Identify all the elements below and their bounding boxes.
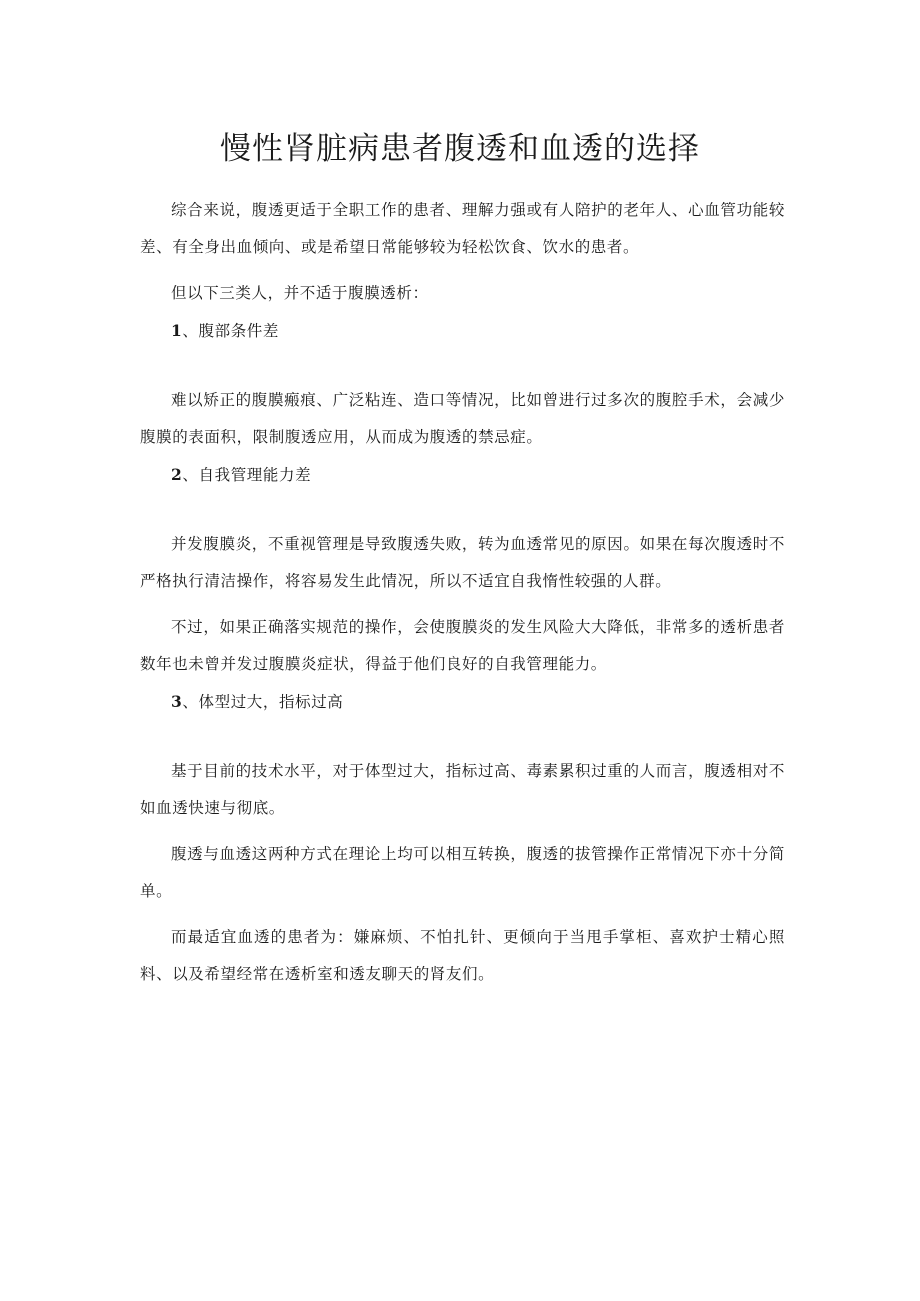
section-heading-text-1: 、腹部条件差 (182, 322, 279, 340)
document-title: 慢性肾脏病患者腹透和血透的选择 (220, 131, 700, 167)
section-2-paragraph-1: 并发腹膜炎，不重视管理是导致腹透失败，转为血透常见的原因。如果在每次腹透时不严格执行清洁操作，将容易发生此情况，所以不适宜自我惰性较强的人群。 (140, 535, 785, 590)
section-heading-text-2: 、自我管理能力差 (182, 466, 312, 484)
document-body (140, 192, 785, 993)
closing-paragraph-1: 腹透与血透这两种方式在理论上均可以相互转换，腹透的拔管操作正常情况下亦十分简单。 (140, 845, 785, 900)
section-heading-text-3: 、体型过大，指标过高 (182, 693, 344, 711)
section-number-1: 1 (171, 321, 183, 340)
section-3-paragraph-1: 基于目前的技术水平，对于体型过大，指标过高、毒素累积过重的人而言，腹透相对不如血透快速与彻底。 (140, 762, 785, 817)
section-heading-3 (140, 683, 785, 721)
section-1-paragraph-1: 难以矫正的腹膜瘢痕、广泛粘连、造口等情况，比如曾进行过多次的腹腔手术，会减少腹膜的表面积，限制腹透应用，从而成为腹透的禁忌症。 (140, 391, 785, 446)
intro-paragraph-1: 综合来说，腹透更适于全职工作的患者、理解力强或有人陪护的老年人、心血管功能较差、有全身出血倾向、或是希望日常能够较为轻松饮食、饮水的患者。 (140, 201, 785, 256)
section-2-paragraph-2: 不过，如果正确落实规范的操作，会使腹膜炎的发生风险大大降低，非常多的透析患者数年也未曾并发过腹膜炎症状，得益于他们良好的自我管理能力。 (140, 618, 785, 673)
section-heading-1 (140, 312, 785, 350)
intro-paragraph-2: 但以下三类人，并不适于腹膜透析： (171, 284, 429, 302)
closing-paragraph-2: 而最适宜血透的患者为：嫌麻烦、不怕扎针、更倾向于当甩手掌柜、喜欢护士精心照料、以及希望经常在透析室和透友聊天的肾友们。 (140, 928, 785, 983)
section-heading-2 (140, 456, 785, 494)
section-number-2: 2 (171, 465, 183, 484)
section-number-3: 3 (171, 692, 183, 711)
